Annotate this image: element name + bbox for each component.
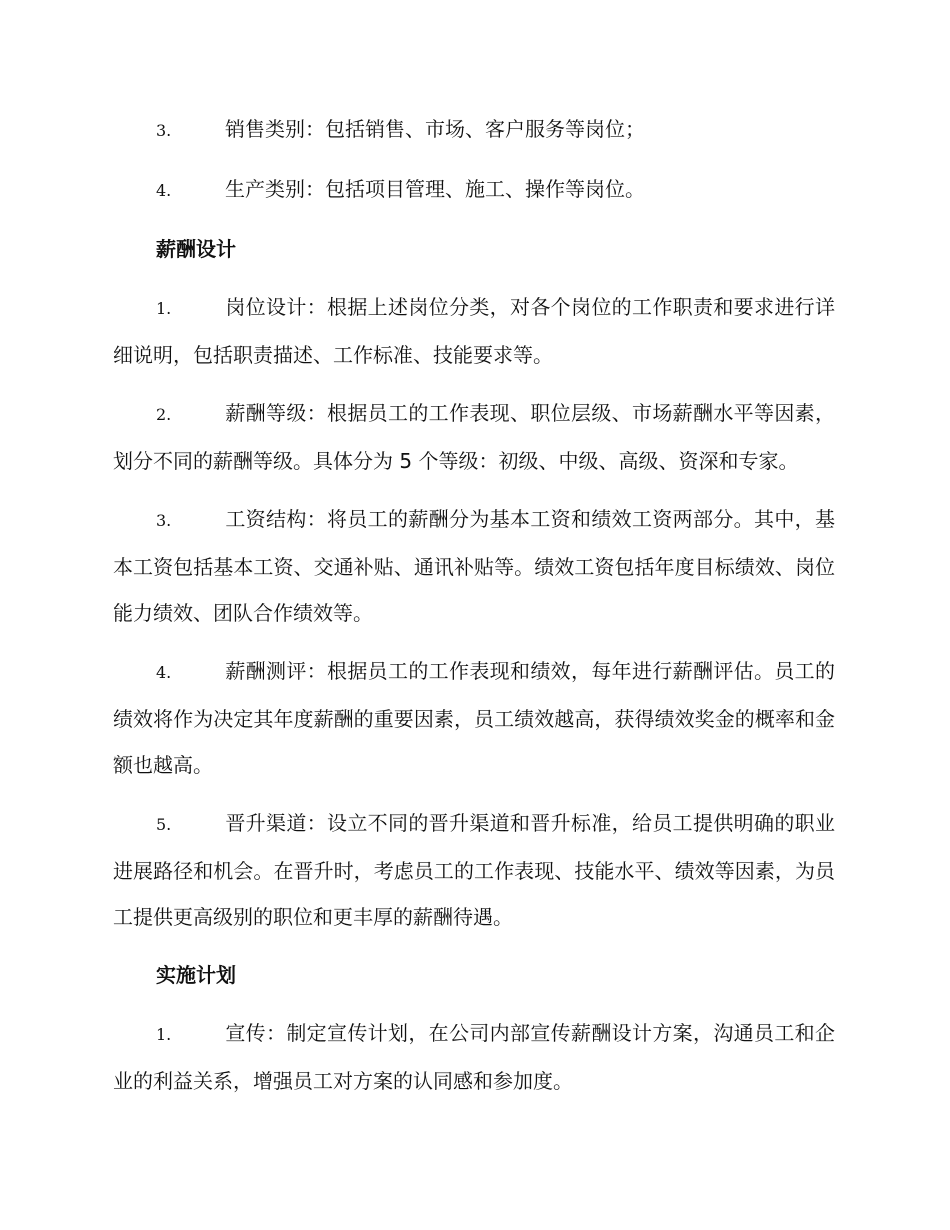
list-item-salary-grade [113,390,835,484]
list-item-promotion-channel [113,800,835,940]
list-item-position-design [113,284,835,378]
list-item-text: 销售类别：包括销售、市场、客户服务等岗位； [225,117,645,141]
list-item-text: 薪酬测评：根据员工的工作表现和绩效，每年进行薪酬评估。员工的绩效将作为决定其年度薪酬的重要因素，员工绩效越高，获得绩效奖金的概率和金额也越高。 [113,659,835,777]
section-heading-salary-design: 薪酬设计 [156,237,236,261]
list-item-number: 3. [156,511,172,530]
list-item-number: 1. [156,299,172,318]
list-item-number: 4. [156,181,172,200]
list-item-number: 5. [156,815,172,834]
list-item-number: 3. [156,121,172,140]
list-item-text: 薪酬等级：根据员工的工作表现、职位层级、市场薪酬水平等因素，划分不同的薪酬等级。具体分为 5 个等级：初级、中级、高级、资深和专家。 [113,401,835,473]
list-item-text: 晋升渠道：设立不同的晋升渠道和晋升标准，给员工提供明确的职业进展路径和机会。在晋升时，考虑员工的工作表现、技能水平、绩效等因素，为员工提供更高级别的职位和更丰厚的薪酬待遇。 [113,811,835,929]
list-item-wage-structure [113,496,835,636]
list-item-publicity [113,1010,835,1104]
list-item-number: 4. [156,663,172,682]
list-item-production-category [113,166,835,214]
list-item-text: 工资结构：将员工的薪酬分为基本工资和绩效工资两部分。其中，基本工资包括基本工资、交通补贴、通讯补贴等。绩效工资包括年度目标绩效、岗位能力绩效、团队合作绩效等。 [113,507,835,625]
list-item-number: 2. [156,405,172,424]
document-body [113,106,835,1116]
list-item-text: 生产类别：包括项目管理、施工、操作等岗位。 [225,177,645,201]
list-item-text: 岗位设计：根据上述岗位分类，对各个岗位的工作职责和要求进行详细说明，包括职责描述、工作标准、技能要求等。 [113,295,835,367]
section-heading-implementation-plan: 实施计划 [156,963,236,987]
list-item-salary-evaluation [113,648,835,788]
list-item-sales-category [113,106,835,154]
list-item-text: 宣传：制定宣传计划，在公司内部宣传薪酬设计方案，沟通员工和企业的利益关系，增强员工对方案的认同感和参加度。 [113,1021,835,1093]
list-item-number: 1. [156,1025,172,1044]
